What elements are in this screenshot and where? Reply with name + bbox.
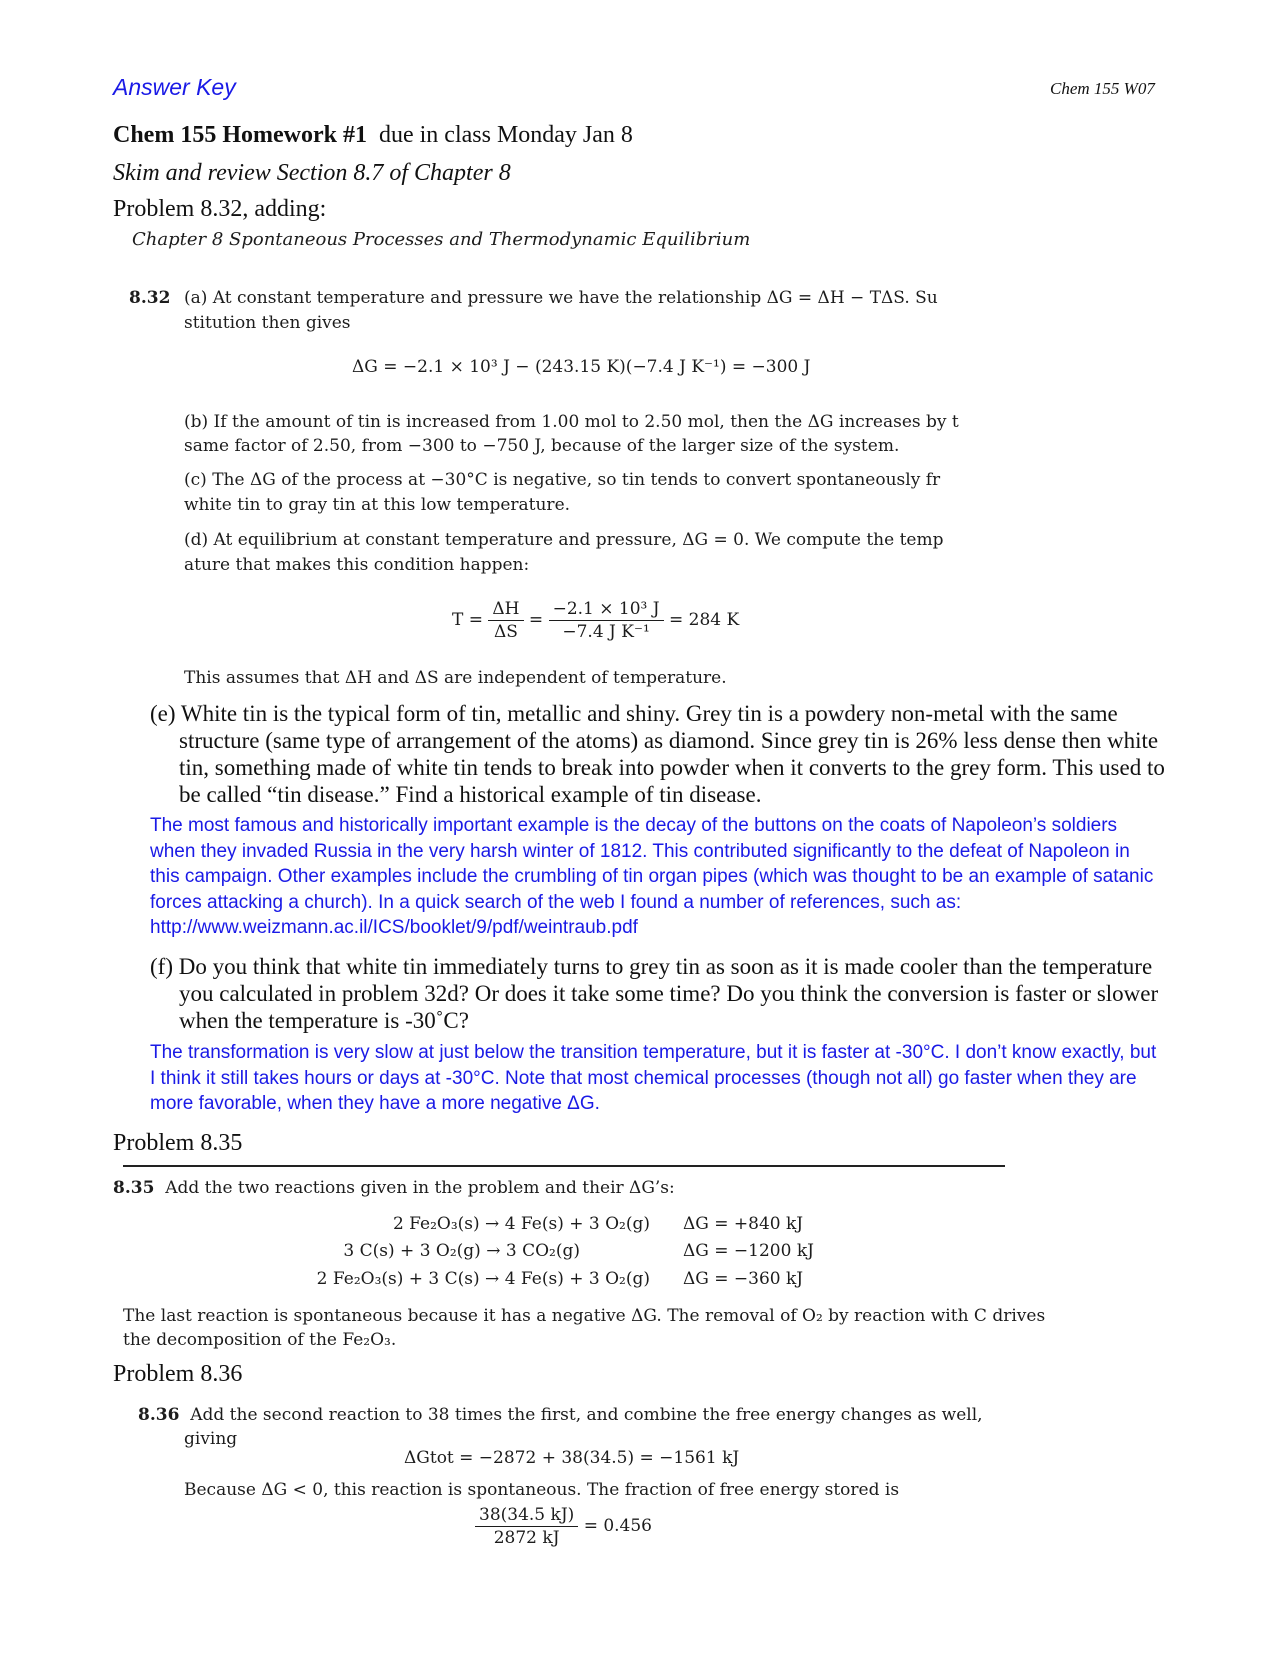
p836-number: 8.36	[138, 1405, 180, 1425]
answer-key-label: Answer Key	[113, 74, 236, 100]
p832-b-line2: same factor of 2.50, from −300 to −750 J, because of the larger size of the system.	[184, 436, 900, 456]
p836-fraction-num: 38(34.5 kJ)	[475, 1504, 578, 1527]
p835-number: 8.35	[113, 1178, 155, 1198]
eq-fraction-dh-ds	[488, 598, 523, 643]
part-e-question: (e) White tin is the typical form of tin, metallic and shiny. Grey tin is a powdery non-metal with the same structure (same type of arrangement of the atoms) as diamond. Since grey tin is 26% less dense then white tin, something made of white tin tends to break into powder when it converts to the grey form. This used to be called “tin disease.” Find a historical example of tin disease.	[150, 701, 1165, 807]
part-f-question: (f) Do you think that white tin immediately turns to grey tin as soon as it is made cooler than the temperature you calculated in problem 32d? Or does it take some time? Do you think the conversion is faster or slower when the temperature is -30˚C?	[150, 954, 1159, 1033]
p835-conclusion-line1: The last reaction is spontaneous because it has a negative ΔG. The removal of O₂ by reaction with C drives	[123, 1306, 1046, 1326]
p832-d-line2: ature that makes this condition happen:	[184, 555, 530, 575]
p832-c-line1: (c) The ΔG of the process at −30°C is negative, so tin tends to convert spontaneously fr	[184, 470, 941, 490]
p835-intro	[113, 1178, 675, 1198]
part-f-answer: The transformation is very slow at just below the transition temperature, but it is faster at -30°C. I don’t know exactly, but I think it still takes hours or days at -30°C. Note that most chemical processes (though not all) go faster when they are more favorable, when they have a more negative ΔG.	[150, 1042, 1157, 1114]
eq-num-dh: ΔH	[488, 598, 523, 621]
p836-line2: giving	[184, 1429, 238, 1449]
reaction-1-equation: 2 Fe₂O₃(s) → 4 Fe(s) + 3 O₂(g)	[392, 1214, 650, 1234]
p832-d-note: This assumes that ΔH and ΔS are independent of temperature.	[184, 668, 727, 688]
title-bold: Chem 155 Homework #1	[113, 122, 367, 148]
eq-den-value: −7.4 J K⁻¹	[562, 622, 650, 642]
p836-fraction-equation	[475, 1504, 652, 1549]
reaction-3-dg: ΔG = −360 kJ	[683, 1269, 804, 1289]
eq-result: = 284 K	[668, 610, 740, 630]
p832-b-line1: (b) If the amount of tin is increased from 1.00 mol to 2.50 mol, then the ΔG increases by t	[184, 412, 959, 432]
reaction-1-dg: ΔG = +840 kJ	[683, 1214, 804, 1234]
eq-t-label: T =	[452, 610, 483, 630]
p832-d-equation	[452, 598, 739, 643]
p836-fraction-result: = 0.456	[583, 1516, 653, 1536]
p836-because: Because ΔG < 0, this reaction is spontaneous. The fraction of free energy stored is	[184, 1480, 900, 1500]
reaction-2-dg: ΔG = −1200 kJ	[683, 1241, 814, 1261]
p832-a-line2: stitution then gives	[184, 313, 351, 333]
p832-a-line1: (a) At constant temperature and pressure we have the relationship ΔG = ΔH − TΔS. Su	[184, 288, 938, 308]
p832-d-line1: (d) At equilibrium at constant temperature and pressure, ΔG = 0. We compute the temp	[184, 530, 944, 550]
chapter-header: Chapter 8 Spontaneous Processes and Thermodynamic Equilibrium	[132, 229, 751, 250]
eq-den-ds: ΔS	[493, 622, 518, 642]
course-tag: Chem 155 W07	[1050, 79, 1155, 98]
section-divider	[123, 1165, 1005, 1167]
part-e-answer: The most famous and historically important example is the decay of the buttons on the coats of Napoleon’s soldiers when they invaded Russia in the very harsh winter of 1812. This contributed significantly to the defeat of Napoleon in this campaign. Other examples include the crumbling of tin organ pipes (which was thought to be an example of satanic forces attacking a church). In a quick search of the web I found a number of references, such as: http://www.weizmann.ac.il/ICS/booklet/9/pdf/weintraub.pdf	[150, 815, 1154, 938]
problem-835-heading: Problem 8.35	[113, 1130, 243, 1156]
title-due: due in class Monday Jan 8	[378, 122, 633, 148]
eq-equals: =	[528, 610, 544, 630]
p835-intro-text: Add the two reactions given in the problem and their ΔG’s:	[165, 1178, 675, 1198]
p836-fraction-den: 2872 kJ	[493, 1528, 560, 1548]
p832-c-line2: white tin to gray tin at this low temperature.	[184, 495, 571, 515]
p836-fraction	[475, 1504, 578, 1549]
p832-number: 8.32	[129, 288, 171, 308]
p832-a-equation: ΔG = −2.1 × 10³ J − (243.15 K)(−7.4 J K⁻¹) = −300 J	[352, 357, 811, 377]
eq-num-value: −2.1 × 10³ J	[549, 598, 664, 621]
p836-line1-text: Add the second reaction to 38 times the first, and combine the free energy changes as well,	[190, 1405, 983, 1425]
page-title	[113, 122, 633, 149]
problem-836-heading: Problem 8.36	[113, 1361, 243, 1387]
p836-line1	[138, 1405, 983, 1425]
p835-conclusion-line2: the decomposition of the Fe₂O₃.	[123, 1330, 397, 1350]
reaction-3-equation: 2 Fe₂O₃(s) + 3 C(s) → 4 Fe(s) + 3 O₂(g)	[316, 1269, 650, 1289]
problem-832-heading: Problem 8.32, adding:	[113, 196, 327, 222]
reaction-2-equation: 3 C(s) + 3 O₂(g) → 3 CO₂(g)	[343, 1241, 580, 1261]
eq-fraction-values	[549, 598, 664, 643]
subtitle: Skim and review Section 8.7 of Chapter 8	[113, 160, 511, 186]
p836-equation: ΔGtot = −2872 + 38(34.5) = −1561 kJ	[404, 1448, 740, 1468]
